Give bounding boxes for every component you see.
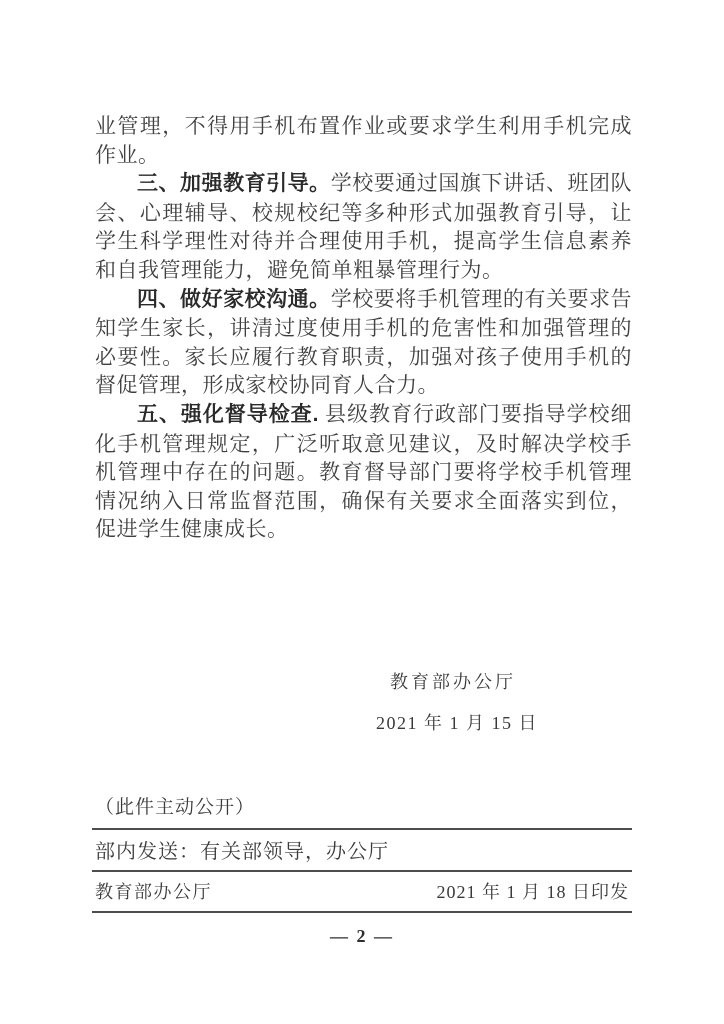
paragraph-section-5 (95, 400, 632, 544)
paragraph-heading: 三、加强教育引导。 (137, 172, 331, 196)
paragraph-text: 学校要通过国旗下讲话、班团队会、心理辅导、校规校纪等多种形式加强教育引导，让学生科学理性对待并合理使用手机，提高学生信息素养和自我管理能力，避免简单粗暴管理行为。 (95, 171, 633, 282)
divider-line (92, 911, 632, 913)
paragraph-text: 学校要将手机管理的有关要求告知学生家长，讲清过度使用手机的危害性和加强管理的必要性。家长应履行教育职责，加强对孩子使用手机的督促管理，形成家校协同育人合力。 (95, 286, 633, 398)
document-body (95, 112, 632, 544)
signature-organization: 教育部办公厅 (390, 672, 516, 692)
issuer-row (92, 872, 632, 911)
page-number: — 2 — (330, 926, 394, 946)
print-date: 2021 年 1 月 18 日印发 (436, 882, 629, 902)
disclosure-note: （此件主动公开） (95, 797, 256, 818)
paragraph-continuation (95, 112, 632, 169)
paragraph-heading: 四、做好家校沟通。 (137, 287, 331, 311)
paragraph-heading: 五、强化督导检查. (137, 402, 319, 426)
paragraph-text: 业管理，不得用手机布置作业或要求学生利用手机完成作业。 (95, 114, 632, 167)
signature-date: 2021 年 1 月 15 日 (376, 713, 538, 733)
paragraph-text: 县级教育行政部门要指导学校细化手机管理规定，广泛听取意见建议，及时解决学校手机管理中存在的问题。教育督导部门要将学校手机管理情况纳入日常监督范围，确保有关要求全面落实到位，促进学生健康成长。 (95, 401, 632, 542)
issuer-name: 教育部办公厅 (95, 882, 212, 902)
document-footer (92, 792, 632, 947)
paragraph-section-3 (95, 169, 632, 284)
paragraph-section-4 (95, 285, 632, 400)
signature-block (95, 668, 632, 735)
distribution-line: 部内发送：有关部领导，办公厅 (95, 841, 389, 863)
